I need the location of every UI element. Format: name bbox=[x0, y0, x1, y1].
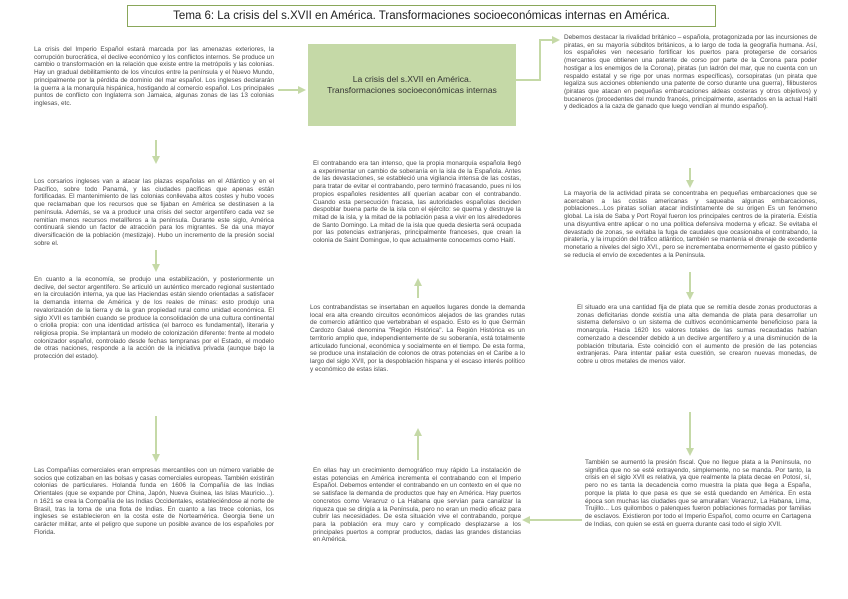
node-right-1: Debemos destacar la rivalidad británico – española, protagonizada por las incursiones de piratas, en su mayoría súbditos británicos, a lo largo de toda la geografía humana. Así, los españoles ven necesario fortificar los puertos para protegerse de corsarios (mercantes que obtienen una patente de corso por parte de la Corona para poder hostigar a los enemigos de la Corona), piratas (un ladrón del mar, que no cuenta con un respaldo estatal y se rige por unas normas específicas), corsopiratas (un pirata que legaliza sus acciones obteniendo una patente de corso durante una guerra), filibusteros (piratas que atacan en pequeñas embarcaciones aldeas costeras y otros objetivos) y bucaneros (procedentes del mundo francés, principalmente, asentados en la actual Haití y dedicados a la caza de ganado que luego vendían al mundo español). bbox=[564, 34, 817, 111]
node-middle-1: El contrabando era tan intenso, que la propia monarquía española llegó a experimentar un cambio de soberanía en la isla de la Española. Antes de las devastaciones, se estableció una vigilancia intensa de las costas, para tratar de evitar el contrabando, pero terminó fracasando, pues ni los propios españoles residentes allí querían acabar con el contrabando. Cuando esta persecución fracasa, las autoridades españolas deciden despoblar buena parte de la isla con el ejército: se quema y destruye la mitad de la isla, y la mitad de la población pasa a vivir en los alrededores de Santo Domingo. La mitad de la isla que queda desierta será ocupada por las potencias extranjeras, principalmente franceses, que crean la colonia de Saint Domingue, lo que actualmente conocemos como Haití. bbox=[313, 160, 521, 245]
node-left-2: Los corsarios ingleses van a atacar las plazas españolas en el Atlántico y en el Pacífico, sobre todo Panamá, y las ciudades pacíficas que apenas están fortificadas. El mantenimiento de las colonias conllevaba altos costes y hubo voces que reclamaban que los recursos que se fijaban en América se destinasen a la península. Además, se va a producir una crisis del sector argentífero cada vez se remitían menos recursos metalíferos a la península. Durante este siglo, América continuará siendo un factor de atracción para los migrantes. Se da una mayor diversificación de la población (mestizaje). Hubo un incremento de la presión social sobre el. bbox=[34, 178, 274, 247]
node-right-4: También se aumentó la presión fiscal. Que no llegue plata a la Península, no significa que no se esté extrayendo, simplemente, no se manda. Por tanto, la crisis en el siglo XVII es relativa, ya que realmente la plata decae en Potosí, sí, pero no es tanta la decadencia como muestra la plata que llega a España, porque la plata lo que pasa es que se está quedando en América. En esta época son muchas las ciudades que se amurallan: Veracruz, La Habana, Lima, Trujillo... Los quilombos o palenques fueron poblaciones formadas por familias de esclavos. Existieron por todo el Imperio Español, como ocurre en Cartagena de Indias, con quien se está en guerra durante casi todo el siglo XVII. bbox=[585, 459, 811, 528]
node-left-4: Las Compañías comerciales eran empresas mercantiles con un número variable de socios que cotizaban en las bolsas y casas comerciales europeas. También existirán colonias de particulares. Holanda funda en 1606 la Compañía de las Indias Orientales (que se expande por China, Japón, Nueva Guinea, las Islas Mauricio...). n 1621 se crea la Compañía de las Indias Occidentales, estableciéndose al norte de Brasil, tras la toma de una flota de Indias. En cuanto a las trece colonias, los ingleses se establecieron en la costa este de Norteamérica. Georgia tiene un carácter militar, ante el peligro que supone un posible avance de los españoles por Florida. bbox=[34, 467, 274, 536]
node-middle-3: En ellas hay un crecimiento demográfico muy rápido La instalación de estas potencias en América incrementa el contrabando con el Imperio Español. Debemos entender el contrabando en un contexto en el que no se satisface la demanda de productos que hay en América. Hay puertos concretos como Veracruz o La Habana que servían para canalizar la riqueza que se dirigía a la Península, pero no eran un medio eficaz para cubrir las necesidades. De esta situación vive el contrabando, porque para la población era muy caro y complicado desplazarse a los principales puertos a comprar productos, dadas las grandes distancias en América. bbox=[313, 467, 521, 544]
node-left-3: En cuanto a la economía, se produjo una estabilización, y posteriormente un declive, del sector argentífero. Se articuló un auténtico mercado regional sustentado en la circulación interna, ya que las Haciendas están siendo orientadas a satisfacer la demanda interna de América y de los reales de minas: esto produjo una revalorización de la tierra y de la gran propiedad rural como unidad económica. El siglo XVII es también cuando se produce la consolidación de una cultura continental o criolla propia: con una identidad artística (el barroco es fundamental), literaria y religiosa propia. Se implantará un modelo de colonización diferente: frente al modelo colonizador español, controlado desde fechas tempranas por el Estado, el modelo de otras naciones, responde a la acción de la iniciativa privada (aunque bajo la protección del estado). bbox=[34, 276, 274, 361]
arrow-center-to-right bbox=[516, 40, 556, 80]
central-topic-line-2: Transformaciones socioeconómicas internas bbox=[327, 85, 497, 95]
node-left-1: La crisis del Imperio Español estará marcada por las amenazas exteriores, la corrupción burocrática, el declive económico y los conflictos internos. Se produce un cambio o transformación en la relación que existe entre la metrópolis y las colonias. Hay un gradual debilitamiento de los vínculos entre la península y el Nuevo Mundo, principalmente por la pérdida de dominio del mar español. Los ingleses declararán la guerra a la monarquía hispánica, hostigando al comercio español. Los principales puntos de conflicto con Inglaterra son Jamaica, algunas zonas de las 13 colonias inglesas, etc. bbox=[34, 46, 274, 107]
node-right-3: El situado era una cantidad fija de plata que se remitía desde zonas productoras a zonas deficitarias donde existía una alta demanda de plata para desarrollar un sistema defensivo o un sistema de cultivos económicamente beneficioso para la monarquía. Hacia 1620 los valores totales de las sumas recaudadas habían comenzado a descender debido a un declive argentífero y a una disminución de la población tributaria. Este coincidió con el aumento de presión de las potencias extranjeras. Para intentar paliar esta cuestión, se crearon nuevas monedas, de cobre u otros metales de menos valor. bbox=[577, 304, 817, 365]
map-title: Tema 6: La crisis del s.XVII en América. Transformaciones socioeconómicas internas en América. bbox=[127, 5, 716, 27]
node-middle-2: Los contrabandistas se insertaban en aquellos lugares donde la demanda local era alta creando circuitos económicos alejados de las grandes rutas de comercio atlántico que vertebraban el espacio. Esto es lo que Germán Cardozo Galué denomina "Región Histórica". La Región Histórica es un territorio amplio que, independientemente de su soberanía, está totalmente articulado funcional, económica y socialmente en el tiempo. De esta forma, se produce una instalación de colonos de otras potencias en el Caribe a lo largo del siglo XVII, por la despoblación hispana y el escaso interés político y económico de estas islas. bbox=[310, 304, 525, 373]
node-right-2: La mayoría de la actividad pirata se concentraba en pequeñas embarcaciones que se acercaban a las costas americanas y saqueaba algunas embarcaciones, poblaciones...Los piratas solían atacar indistintamente de su origen Es un fenómeno global. La isla de Saba y Port Royal fueron los principales centros de la piratería. Existía una disyuntiva entre aplicar o no una política defensiva moderna y eficaz. Se evitaba el devastado de zonas, se evitaba la fuga de caudales que ocasionaba el contrabando, la piratería, y la irrupción del tráfico atlántico, también se mantenía el drenaje de excedente monetario a niveles del siglo XVI., pero se incrementaba enormemente el gasto público y se reducía el envío de excedentes a la Península. bbox=[564, 190, 817, 259]
central-topic-line-1: La crisis del s.XVII en América. bbox=[352, 74, 472, 84]
